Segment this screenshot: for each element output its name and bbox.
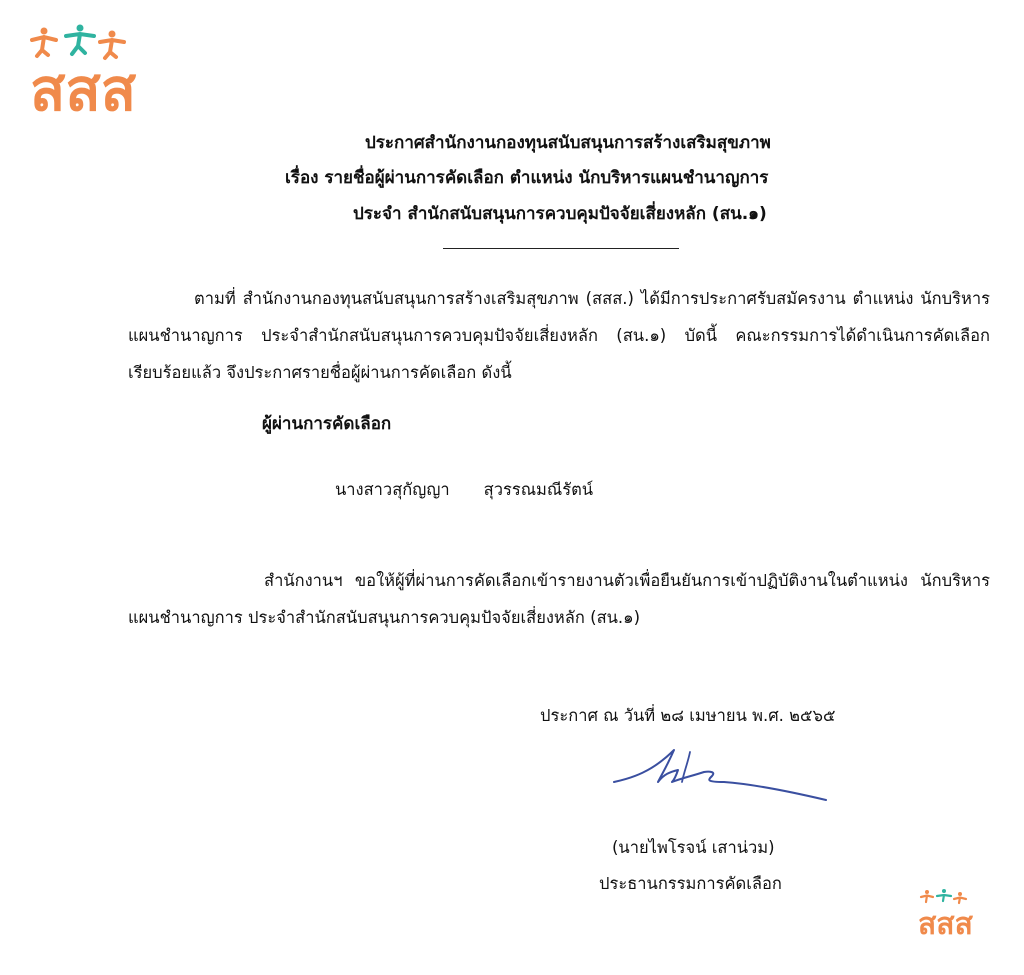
announcement-subject: เรื่อง รายชื่อผู้ผ่านการคัดเลือก ตำแหน่ง นักบริหารแผนชำนาญการ xyxy=(285,168,769,188)
signature-image xyxy=(612,742,834,808)
candidate-surname: สุวรรณมณีรัตน์ xyxy=(483,480,594,499)
announcement-department: ประจำ สำนักสนับสนุนการควบคุมปัจจัยเสี่ยงหลัก (สน.๑) xyxy=(353,204,767,224)
intro-paragraph xyxy=(128,280,990,391)
intro-paragraph-text: ตามที่ สำนักงานกองทุนสนับสนุนการสร้างเสริมสุขภาพ (สสส.) ได้มีการประกาศรับสมัครงาน ตำแหน่ง นักบริหารแผนชำนาญการ ประจำสำนักสนับสนุนการควบคุมปัจจัยเสี่ยงหลัก (สน.๑) บัดนี้ คณะกรรมการได้ดำเนินการคัดเลือกเรียบร้อยแล้ว จึงประกาศรายชื่อผู้ผ่านการคัดเลือก ดังนี้ xyxy=(128,289,990,382)
figures-small-icon xyxy=(921,889,966,903)
announcement-title: ประกาศสำนักงานกองทุนสนับสนุนการสร้างเสริมสุขภาพ xyxy=(365,133,771,153)
logo-text: สสส xyxy=(30,56,137,118)
report-paragraph-text: สำนักงานฯ ขอให้ผู้ที่ผ่านการคัดเลือกเข้ารายงานตัวเพื่อยืนยันการเข้าปฏิบัติงานในตำแหน่ง นักบริหารแผนชำนาญการ ประจำสำนักสนับสนุนการควบคุมปัจจัยเสี่ยงหลัก (สน.๑) xyxy=(128,571,990,627)
header-divider xyxy=(443,248,679,249)
candidate-given-name: นางสาวสุกัญญา xyxy=(335,480,450,499)
report-paragraph xyxy=(128,562,990,636)
thaihealth-logo-small xyxy=(918,886,990,938)
figures-icon xyxy=(32,25,124,59)
announcement-date: ประกาศ ณ วันที่ ๒๘ เมษายน พ.ศ. ๒๕๖๕ xyxy=(540,706,836,725)
signer-name: (นายไพโรจน์ เสาน่วม) xyxy=(612,838,775,857)
thaihealth-logo xyxy=(28,18,178,118)
signer-title: ประธานกรรมการคัดเลือก xyxy=(599,874,782,893)
section-heading: ผู้ผ่านการคัดเลือก xyxy=(262,414,392,434)
candidate-name xyxy=(335,474,593,506)
logo-small-text: สสส xyxy=(918,907,973,938)
